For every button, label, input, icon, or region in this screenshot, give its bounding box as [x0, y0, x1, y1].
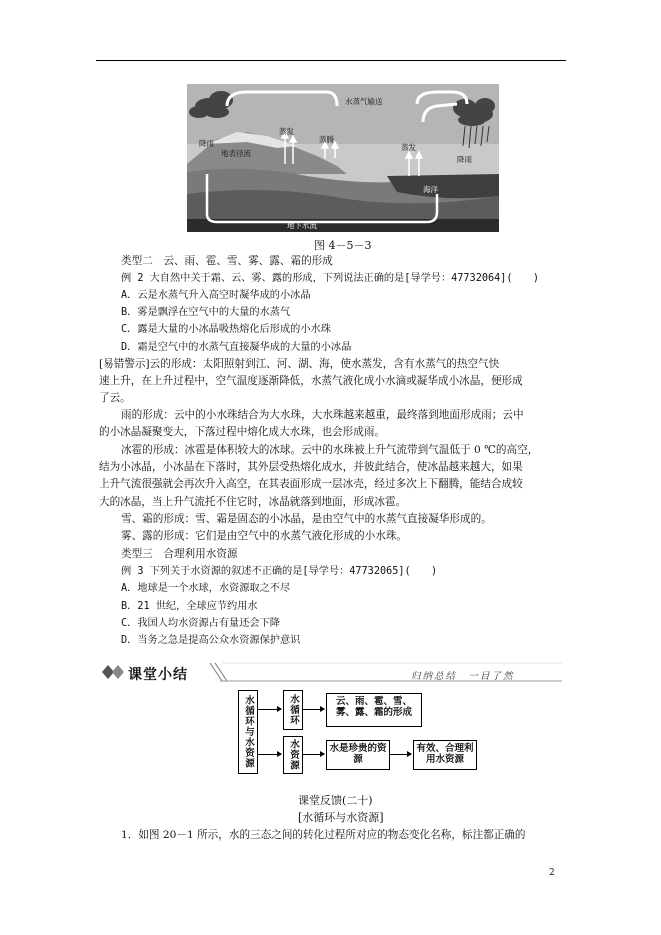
example2-question: 例 2 大自然中关于霜、云、雾、露的形成，下列说法正确的是[导学号：47732064]( )	[121, 273, 539, 284]
tip-hail-line1: 冰雹的形成：冰雹是体积较大的冰球。云中的水珠被上升气流带到气温低于 0 ℃的高空，	[121, 444, 539, 456]
figure-caption: 图 4－5－3	[314, 239, 372, 252]
section-heading-type3: 类型三 合理利用水资源	[121, 548, 238, 560]
concept-root: 水循环与水资源	[238, 690, 258, 774]
concept-precious-resource: 水是珍贵的资源	[326, 740, 390, 770]
example2-option-b: B．雾是飘浮在空气中的大量的水蒸气	[121, 307, 291, 318]
label-precip-right: 降雨	[457, 155, 472, 164]
arrow-root-to-cycle	[257, 709, 281, 710]
summary-title: 课堂小结	[128, 667, 188, 683]
label-ocean: 海洋	[423, 185, 438, 194]
feedback-title: 课堂反馈(二十)	[298, 794, 373, 807]
concept-water-resource: 水资源	[283, 736, 303, 774]
tip-snow-frost: 雪、霜的形成：雪、霜是固态的小冰晶，是由空气中的水蒸气直接凝华形成的。	[121, 513, 492, 525]
label-precip-left: 降雨	[199, 139, 214, 148]
label-vapor-transport: 水蒸气输送	[345, 97, 383, 106]
water-cycle-diagram	[187, 84, 499, 232]
tip-rain-line1: 雨的形成：云中的小水珠结合为大水珠，大水珠越来越重，最终落到地面形成雨；云中	[121, 409, 524, 421]
example3-question: 例 3 下列关于水资源的叙述不正确的是[导学号：47732065]( )	[121, 566, 438, 577]
example2-option-c: C．露是大量的小冰晶吸热熔化后形成的小水珠	[121, 324, 331, 335]
example2-option-d: D．霜是空气中的水蒸气直接凝华成的大量的小冰晶	[121, 342, 352, 353]
concept-formation: 云、雨、雹、雪、雾、露、霜的形成	[326, 693, 422, 727]
tip-hail-line2: 结为小冰晶，小冰晶在下落时，其外层受热熔化成水，并彼此结合，使冰晶越来越大，如果	[99, 461, 523, 473]
tip-fog-dew: 雾、露的形成：它们是由空气中的水蒸气液化形成的小水珠。	[121, 530, 408, 542]
feedback-question-1: 1．如图 20－1 所示，水的三态之间的转化过程所对应的物态变化名称，标注都正确的	[121, 829, 526, 841]
arrow-root-to-resource	[257, 754, 281, 755]
header-rule	[96, 60, 566, 61]
tip-cloud-line3: 了云。	[99, 392, 131, 404]
label-evap-right: 蒸发	[401, 143, 416, 152]
example3-option-b: B．21 世纪，全球应节约用水	[121, 601, 258, 612]
summary-tag: 归纳总结 一目了然	[411, 671, 515, 682]
label-transpiration: 蒸腾	[319, 135, 334, 144]
arrow-resource-to-precious	[302, 754, 324, 755]
concept-rational-use: 有效、合理利用水资源	[413, 740, 477, 770]
arrow-cycle-to-formation	[302, 709, 324, 710]
example2-option-a: A．云是水蒸气升入高空时凝华成的小冰晶	[121, 290, 311, 301]
example3-option-c: C．我国人均水资源占有量还会下降	[121, 618, 280, 629]
tip-cloud-line2: 速上升，在上升过程中，空气温度逐渐降低，水蒸气液化成小水滴或凝华成小冰晶，便形成	[99, 375, 523, 387]
page-number: 2	[549, 868, 555, 878]
label-groundwater: 地下水流	[287, 221, 317, 230]
tip-cloud-line1: [易错警示]云的形成：太阳照射到江、河、湖、海，使水蒸发，含有水蒸气的热空气快	[99, 358, 500, 370]
example3-option-d: D．当务之急是提高公众水资源保护意识	[121, 635, 301, 646]
label-evap-left: 蒸发	[279, 127, 294, 136]
concept-water-cycle: 水循环	[283, 690, 303, 730]
example3-option-a: A．地球是一个水球，水资源取之不尽	[121, 583, 291, 594]
label-surface-runoff: 地表径流	[221, 149, 251, 158]
tip-hail-line4: 大的冰晶，当上升气流托不住它时，冰晶就落到地面，形成冰雹。	[99, 496, 407, 508]
tip-hail-line3: 上升气流很强就会再次升入高空，在其表面形成一层冰壳，经过多次上下翻腾，能结合成较	[99, 478, 523, 490]
section-heading-type2: 类型二 云、雨、雹、雪、雾、露、霜的形成	[121, 255, 333, 267]
feedback-subtitle: [水循环与水资源]	[298, 811, 384, 824]
arrow-precious-to-use	[389, 754, 411, 755]
tip-rain-line2: 的小冰晶凝聚变大，下落过程中熔化成大水珠，也会形成雨。	[99, 426, 386, 438]
